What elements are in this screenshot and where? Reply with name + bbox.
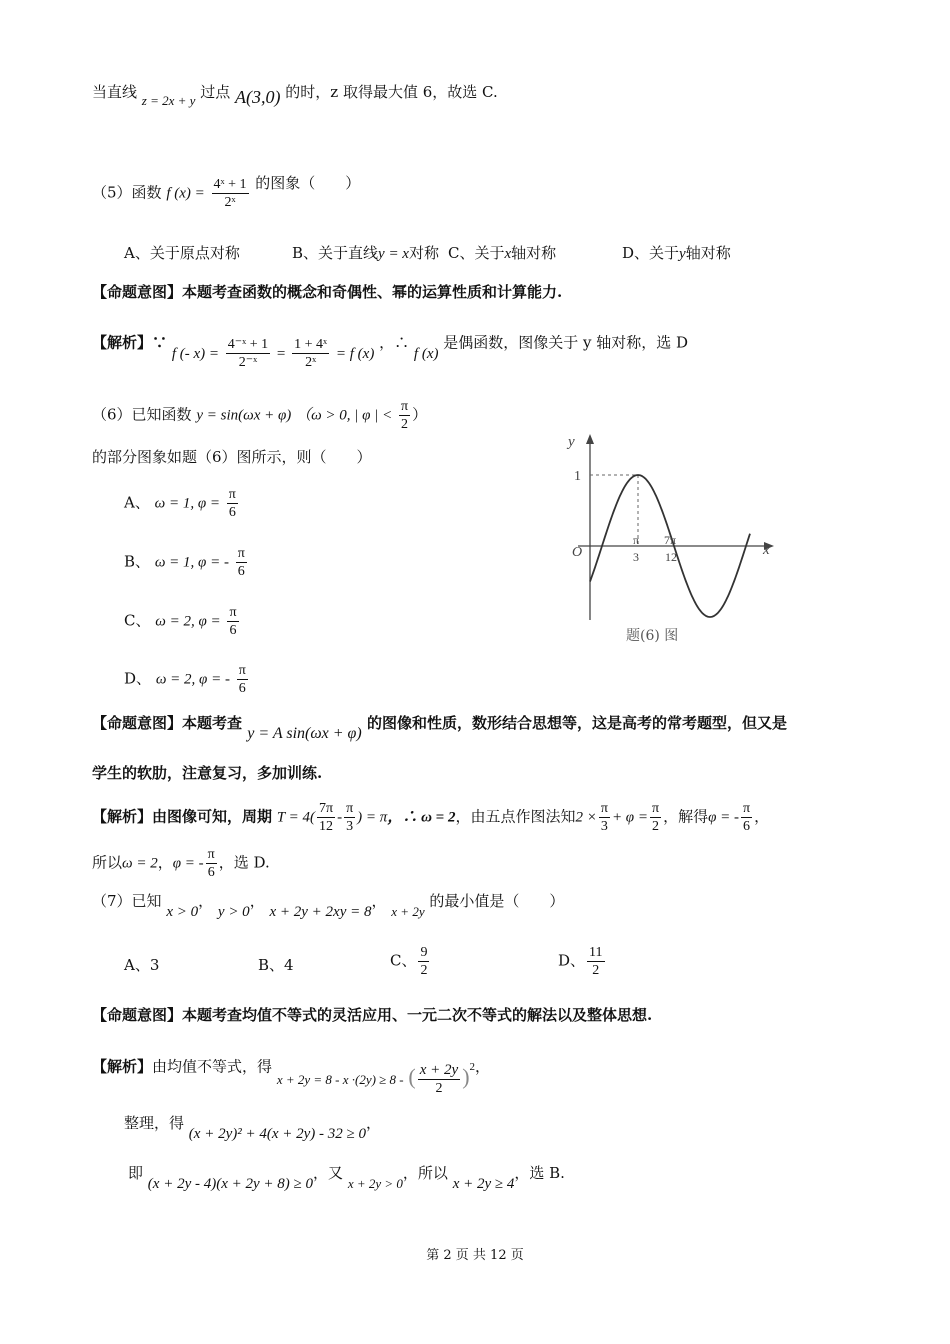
fraction [599,800,610,835]
fraction [418,944,429,979]
q5-solution [92,326,689,370]
text: ， [754,807,770,826]
text: ∵ [152,333,168,352]
denominator: 6 [238,681,246,696]
q6-option-a [124,486,240,521]
numerator: 7π [319,801,334,816]
math-expr: x + 2y ≥ 4 [452,1176,515,1192]
q7-option-a [124,954,159,976]
text: 的图象（ ） [255,173,361,192]
fraction [317,800,335,835]
q6-option-d [124,662,250,697]
text: ，所以 [402,1164,448,1182]
text: ， [366,1114,382,1132]
fraction [587,944,604,979]
fraction [227,604,238,639]
math-point: A(3,0) [235,87,281,107]
text: ，由五点作图法知 [455,807,576,826]
math-expr: y = x [378,246,409,262]
text: 过点 [200,83,231,101]
text: 是偶函数，图像关于 y 轴对称，选 D [443,333,689,352]
fraction [344,800,355,835]
text: B、关于直线 [292,244,379,262]
denominator: 3 [346,819,354,834]
numerator: π [651,801,660,816]
page-footer: 第 2 页 共 12 页 [426,1248,524,1263]
math-expr: 2 × [575,809,597,826]
math-expr: = [276,345,286,362]
math-expr: x + 2y [391,904,425,919]
fraction [650,800,661,835]
q6-stem [92,398,427,433]
numerator: π [228,487,236,502]
math-expr: y = A sin(ωx + φ) [247,725,362,742]
x-tick-2-num: 7π [664,533,677,547]
denominator: 2 [435,1081,443,1096]
q6-stem-2 [92,446,372,468]
numerator: 4ˣ + 1 [213,177,247,192]
numerator: 11 [589,945,603,960]
question-number: （6）已知函数 [92,405,192,424]
q5-stem [92,173,361,211]
section-label: 【解析】 [92,333,153,352]
text: ， [157,853,173,872]
y-label: y [568,434,575,450]
x-tick-1-num: π [633,533,640,547]
question-number: （7）已知 [92,892,162,910]
q7-option-d [558,944,607,979]
x-tick-2-den: 12 [665,550,677,564]
denominator: 2⁻ˣ [238,355,258,370]
denominator: 6 [228,505,236,520]
math-expr: ω = 1, φ = [154,495,221,512]
math-expr: ，∴ ω = 2 [387,809,456,826]
text: A、3 [124,956,160,974]
text: 本题考查函数的概念和奇偶性、幂的运算性质和计算能力. [182,283,563,301]
q5-option-c [448,242,556,265]
text: 轴对称 [685,244,731,262]
q7-solution-2 [124,1112,382,1142]
q5-option-d [622,242,731,265]
q6-sine-graph [560,430,790,655]
q6-intent-2 [92,762,322,784]
math-expr: x + 2y + 2xy = 8 [269,904,372,920]
x-label: x [763,542,770,558]
exponent: 2 [469,1060,476,1073]
text: 本题考查 [182,714,243,732]
math-expr: f (x) = [166,185,205,202]
section-label: 【命题意图】 [92,714,183,732]
numerator: 4⁻ˣ + 1 [227,337,269,352]
line-intro [92,80,498,108]
text: D、关于 [622,244,680,262]
math-expr: ω = 2, φ = [155,613,221,630]
fraction [237,662,248,697]
math-expr: z = 2x + y [141,93,196,108]
text: 由均值不等式，得 [152,1057,273,1076]
q5-intent [92,281,562,303]
math-expr: T = 4( [276,809,316,826]
text: ， [371,892,387,910]
numerator: π [346,801,354,816]
paren-close: ) [462,1063,470,1089]
math-expr: ) = π [357,809,388,826]
math-expr: ω = 2, φ = - [155,671,230,688]
fraction [292,336,329,371]
math-expr: y = sin(ωx + φ) [196,407,292,424]
fraction [236,545,247,580]
fraction [226,336,270,371]
text: 轴对称 [511,244,557,262]
q7-option-b [258,954,294,976]
fraction [227,486,238,521]
numerator: π [238,663,246,678]
text: 所以 [92,853,123,872]
denominator: 2ˣ [224,195,236,210]
math-expr: y > 0 [217,904,250,920]
section-label: 【命题意图】 [92,283,183,301]
fraction [418,1062,460,1097]
text: ，选 D. [218,853,270,872]
math-expr: = f (x) [335,345,375,362]
numerator: π [207,847,215,862]
denominator: 2 [652,819,660,834]
q6-intent [92,712,787,742]
text: A、 [124,493,150,512]
text: D、 [558,951,586,970]
fraction [206,846,217,881]
text: ，又 [313,1164,344,1182]
question-number: （5）函数 [92,183,162,202]
math-expr: φ = - [708,809,739,826]
text: ） [412,405,428,424]
text: 当直线 [92,83,138,101]
text: 由图像可知，周期 [152,807,273,826]
q5-option-a [124,242,240,264]
text: ， [475,1057,491,1076]
graph-caption: 题(6) 图 [626,628,679,644]
math-expr: x + 2y > 0 [347,1176,403,1191]
math-expr: x + 2y = 8 - x ·(2y) ≥ 8 - [276,1071,404,1087]
text: ，解得 [663,807,709,826]
denominator: 2ˣ [305,355,317,370]
text: 本题考查均值不等式的灵活应用、一元二次不等式的解法以及整体思想. [182,1006,653,1024]
text: B、 [124,552,151,571]
denominator: 6 [207,865,215,880]
x-tick-1-den: 3 [633,550,639,564]
text: 即 [128,1164,144,1182]
math-expr: + φ = [611,809,648,826]
math-expr: φ = - [172,855,204,872]
numerator: π [600,801,608,816]
text: C、 [390,951,417,970]
math-expr: - [337,809,343,826]
q6-option-c [124,604,241,639]
origin-label: O [572,545,583,560]
text: ， [198,892,214,910]
text: C、关于 [448,244,505,262]
numerator: 1 + 4ˣ [294,337,328,352]
denominator: 3 [600,819,608,834]
text: ， [249,892,265,910]
text: C、 [124,611,151,630]
math-expr: ω = 1, φ = - [154,554,229,571]
numerator: π [400,399,409,414]
text: 的图像和性质，数形结合思想等，这是高考的常考题型，但又是 [366,714,787,732]
text: 学生的软肋，注意复习，多加训练. [92,764,323,782]
q5-option-b [292,242,439,265]
y-tick-1: 1 [574,469,581,484]
fraction [399,398,410,433]
numerator: 9 [420,945,428,960]
text: 整理，得 [124,1114,185,1132]
q6-option-b [124,545,249,580]
denominator: 6 [237,564,245,579]
fraction [741,800,752,835]
text: ，∴ [379,333,410,352]
text: 对称 [408,244,439,262]
math-expr: x > 0 [166,904,199,920]
math-expr: f (- x) = [171,345,219,362]
math-var: y [679,246,686,262]
section-label: 【解析】 [92,807,153,826]
q6-solution-2 [92,846,270,881]
text: ，选 B. [514,1164,565,1182]
denominator: 6 [229,623,237,638]
math-expr: (x + 2y)² + 4(x + 2y) - 32 ≥ 0 [188,1126,366,1142]
math-expr: f (x) [413,345,439,362]
denominator: 2 [401,417,409,432]
text: 的部分图象如题（6）图所示，则（ ） [92,448,372,466]
denominator: 2 [592,963,600,978]
math-expr: (x + 2y - 4)(x + 2y + 8) ≥ 0 [147,1176,314,1192]
section-label: 【命题意图】 [92,1006,183,1024]
math-var: x [504,246,512,262]
q7-stem [92,890,565,920]
text: 的最小值是（ ） [429,892,565,910]
section-label: 【解析】 [92,1057,153,1076]
denominator: 2 [420,963,428,978]
y-axis-arrow [586,434,594,444]
math-expr: （ω > 0, | φ | < [296,407,393,424]
math-expr: ω = 2 [122,855,158,872]
q7-solution-3 [128,1162,565,1192]
numerator: π [229,605,237,620]
text: 的时，z 取得最大值 6，故选 C. [285,83,498,101]
text: B、4 [258,956,294,974]
fraction [212,176,249,211]
q7-intent [92,1004,652,1026]
numerator: π [237,546,245,561]
denominator: 12 [319,819,334,834]
denominator: 6 [743,819,751,834]
text: A、关于原点对称 [124,244,240,262]
q7-solution [92,1050,491,1096]
q7-option-c [390,944,431,979]
numerator: π [743,801,751,816]
paren-open: ( [408,1063,416,1089]
text: D、 [124,669,152,688]
q6-solution [92,800,769,835]
numerator: x + 2y [419,1062,459,1078]
